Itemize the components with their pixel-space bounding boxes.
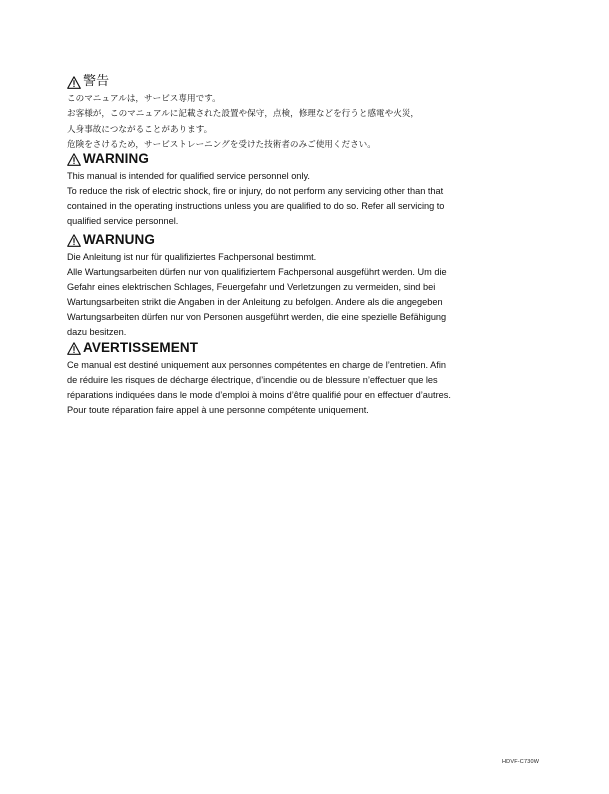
body-line: 人身事故につながることがあります。 xyxy=(67,124,213,135)
body-line: de réduire les risques de décharge électrique, d’incendie ou de blessure n’effectuer que les xyxy=(67,375,438,385)
body-line: Pour toute réparation faire appel à une personne compétente uniquement. xyxy=(67,405,369,415)
body-line: This manual is intended for qualified service personnel only. xyxy=(67,171,310,181)
body-line: qualified service personnel. xyxy=(67,216,179,226)
warning-section-english xyxy=(67,150,497,229)
body-line: contained in the operating instructions unless you are qualified to do so. Refer all servicing to xyxy=(67,201,445,211)
section-heading-text: 警告 xyxy=(83,74,110,89)
section-heading-text: WARNUNG xyxy=(83,232,155,247)
body-line: 危険をさけるため，サービストレーニングを受けた技術者のみご使用ください。 xyxy=(67,139,376,150)
section-heading xyxy=(67,73,497,91)
section-heading xyxy=(67,231,497,249)
body-line: Wartungsarbeiten dürfen nur von Personen ausgeführt werden, die eine spezielle Befähigung xyxy=(67,312,447,322)
model-number: HDVF-C730W xyxy=(502,759,540,765)
body-line: Gefahr eines elektrischen Schlages, Feuergefahr und Verletzungen zu vermeiden, sind bei xyxy=(67,282,436,292)
section-heading xyxy=(67,339,497,357)
body-line: お客様が，このマニュアルに記載された設置や保守，点検，修理などを行うと感電や火災， xyxy=(67,109,420,120)
section-heading-text: AVERTISSEMENT xyxy=(83,340,199,355)
body-line: dazu besitzen. xyxy=(67,327,127,337)
warning-triangle-icon xyxy=(67,153,81,166)
warning-section-japanese xyxy=(67,73,497,153)
section-heading-text: WARNING xyxy=(83,151,149,166)
body-line: To reduce the risk of electric shock, fire or injury, do not perform any servicing other than that xyxy=(67,186,444,196)
body-line: Ce manual est destiné uniquement aux personnes compétentes en charge de l’entretien. Afin xyxy=(67,360,446,370)
warning-triangle-icon xyxy=(67,234,81,247)
body-line: Wartungsarbeiten strikt die Angaben in der Anleitung zu befolgen. Andere als die angegeben xyxy=(67,297,443,307)
body-line: Die Anleitung ist nur für qualifiziertes Fachpersonal bestimmt. xyxy=(67,252,317,262)
warning-triangle-icon xyxy=(67,342,81,355)
warning-section-french xyxy=(67,339,497,418)
warning-triangle-icon xyxy=(67,76,81,89)
warning-section-german xyxy=(67,231,497,340)
body-line: Alle Wartungsarbeiten dürfen nur von qualifiziertem Fachpersonal ausgeführt werden. Um die xyxy=(67,267,447,277)
body-line: réparations indiquées dans le mode d’emploi à moins d’être qualifié pour en effectuer d’autres. xyxy=(67,390,451,400)
section-heading xyxy=(67,150,497,168)
body-line: このマニュアルは，サービス専用です。 xyxy=(67,94,221,104)
